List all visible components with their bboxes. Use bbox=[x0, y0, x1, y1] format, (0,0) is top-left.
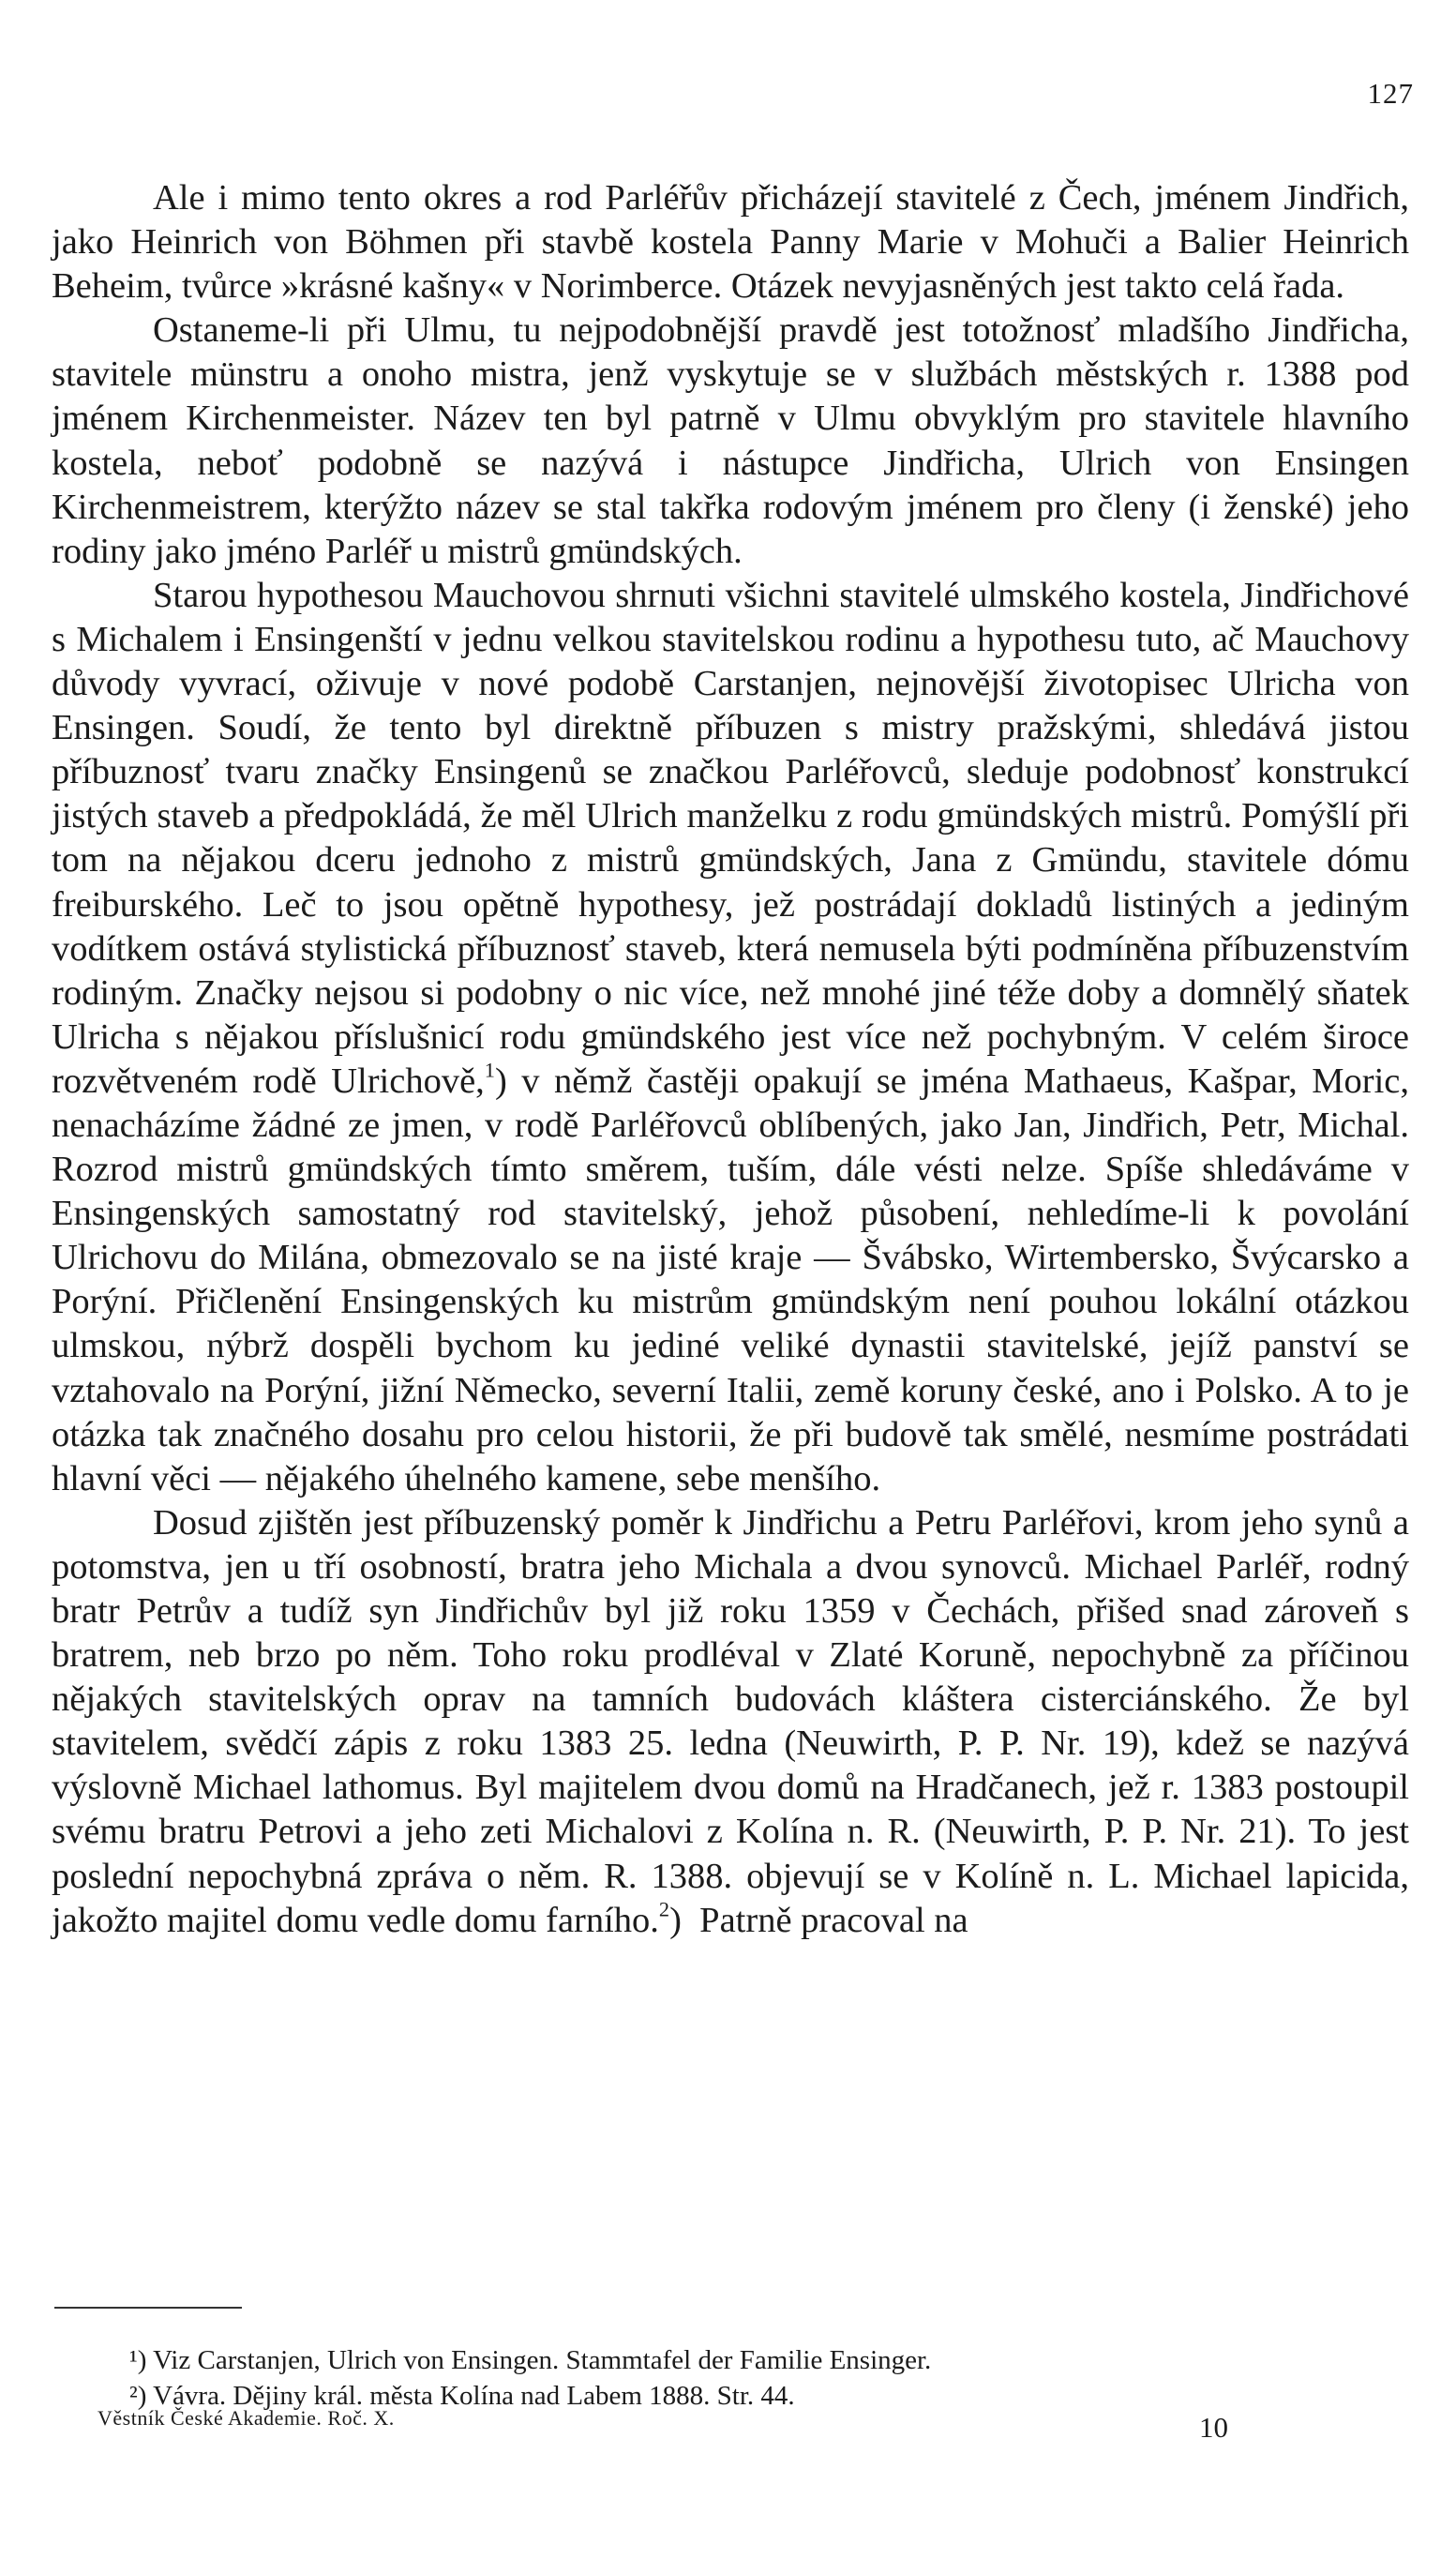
footnote-ref: 1 bbox=[484, 1058, 495, 1082]
footnote-divider bbox=[54, 2307, 242, 2309]
footnote-label: ²) bbox=[129, 2381, 147, 2411]
signature-number: 10 bbox=[1199, 2411, 1228, 2444]
footnote-text: Viz Carstanjen, Ulrich von Ensingen. Stammtafel der Familie Ensinger. bbox=[153, 2345, 932, 2375]
paragraph: Ostaneme-li při Ulmu, tu nejpodobnější pravdě jest totožnosť mladšího Jindřicha, stavitele münstru a onoho mistra, jenž vyskytuje se v službách městských r. 1388 pod jménem Kirchenmeister. Název ten byl patrně v Ulmu obvyklým pro stavitele hlavního kostela, neboť podobně se nazývá i nástupce Jindřicha, Ulrich von Ensingen Kirchenmeistrem, kterýžto název se stal takřka rodovým jménem pro členy (i ženské) jeho rodiny jako jméno Parléř u mistrů gmündských. bbox=[52, 310, 1409, 571]
paragraph-text: Patrně pracoval na bbox=[699, 1900, 968, 1940]
footnote bbox=[129, 2342, 1404, 2378]
paragraph: Dosud zjištěn jest příbuzenský poměr k Jindřichu a Petru Parléřovi, krom jeho synů a potomstva, jen u tří osobností, bratra jeho Michala a dvou synovců. Michael Parléř, rodný bratr Petrův a tudíž syn Jindřichův byl již roku 1359 v Čechách, přišed snad zároveň s bratrem, neb brzo po něm. Toho roku prodléval v Zlaté Koruně, nepochybně za příčinou nějakých stavitelských oprav na tamních budovách kláštera cisterciánského. Že byl stavitelem, svědčí zápis z roku 1383 25. ledna (Neuwirth, P. P. Nr. 19), kdež se nazývá výslovně Michael lathomus. Byl majitelem dvou domů na Hradčanech, jež r. 1383 postoupil svému bratru Petrovi a jeho zeti Michalovi z Kolína n. R. (Neuwirth, P. P. Nr. 21). To jest poslední nepochybná zpráva o něm. R. 1388. objevují se v Kolíně n. L. Michael lapicida, jakožto majitel domu vedle domu farního.$^2$) Patrně pracoval na bbox=[52, 1502, 1409, 1940]
paragraph: Starou hypothesou Mauchovou shrnuti všichni stavitelé ulmského kostela, Jindřichové s Michalem i Ensingenští v jednu velkou stavitelskou rodinu a hypothesu tuto, ač Mauchovy důvody vyvrací, oživuje v nové podobě Carstanjen, nejnovější životopisec Ulricha von Ensingen. Soudí, že tento byl direktně příbuzen s mistry pražskými, shledává jistou příbuznosť tvaru značky Ensingenů se značkou Parléřovců, sleduje podobnosť konstrukcí jistých staveb a předpokládá, že měl Ulrich manželku z rodu gmündských mistrů. Pomýšlí při tom na nějakou dceru jednoho z mistrů gmündských, Jana z Gmündu, stavitele dómu freiburského. Leč to jsou opětně hypothesy, jež postrádají dokladů listiných a jediným vodítkem ostává stylistická příbuznosť staveb, která nemusela býti podmíněna příbuzenstvím rodiným. Značky nejsou si podobny o nic více, než mnohé jiné téže doby a domnělý sňatek Ulricha s nějakou příslušnicí rodu gmündského jest více než pochybným. V celém široce rozvětveném rodě Ulrichově,$^1$) v němž častěji opakují se jména Mathaeus, Kašpar, Moric, nenacházíme žádné ze jmen, v rodě Parléřovců oblíbených, jako Jan, Jindřich, Petr, Michal. Rozrod mistrů gmündských tímto směrem, tuším, dále vésti nelze. Spíše shledáváme v Ensingenských samostatný rod stavitelský, jehož působení, nehledíme-li k povolání Ulrichovu do Milána, obmezovalo se na jisté kraje — Švábsko, Wirtembersko, Švýcarsko a Porýní. Přičlenění Ensingenských ku mistrům gmündským není pouhou lokální otázkou ulmskou, nýbrž dospěli bychom ku jediné veliké dynastii stavitelské, jejíž panství se vztahovalo na Porýní, jižní Německo, severní Italii, země koruny české, ano i Polsko. A to je otázka tak značného dosahu pro celou historii, že při budově tak smělé, nesmíme postrádati hlavní věci — nějakého úhelného kamene, sebe menšího. bbox=[52, 575, 1409, 1498]
journal-signature: Věstník České Akademie. Roč. X. bbox=[98, 2406, 395, 2430]
footnote-text: Vávra. Dějiny král. města Kolína nad Labem 1888. Str. 44. bbox=[153, 2381, 795, 2411]
footnotes bbox=[129, 2342, 1404, 2414]
page-number: 127 bbox=[1367, 77, 1414, 110]
body-text bbox=[52, 176, 1409, 1943]
footnote-label: ¹) bbox=[129, 2345, 147, 2375]
paragraph-text: v němž častěji opakují se jména Mathaeus, Kašpar, Moric, nenacházíme žádné ze jmen, v rodě Parléřovců oblíbených, jako Jan, Jindřich, Petr, Michal. Rozrod mistrů gmündských tímto směrem, tuším, dále vésti nelze. Spíše shledáváme v Ensingenských samostatný rod stavitelský, jehož působení, nehledíme-li k povolání Ulrichovu do Milána, obmezovalo se na jisté kraje — Švábsko, Wirtembersko, Švýcarsko a Porýní. Přičlenění Ensingenských ku mistrům gmündským není pouhou lokální otázkou ulmskou, nýbrž dospěli bychom ku jediné veliké dynastii stavitelské, jejíž panství se vztahovalo na Porýní, jižní Německo, severní Italii, země koruny české, ano i Polsko. A to je otázka tak značného dosahu pro celou historii, že při budově tak smělé, nesmíme postrádati hlavní věci — nějakého úhelného kamene, sebe menšího. bbox=[52, 1061, 1409, 1498]
paragraph: Ale i mimo tento okres a rod Parléřův přicházejí stavitelé z Čech, jménem Jindřich, jako Heinrich von Böhmen při stavbě kostela Panny Marie v Mohuči a Balier Heinrich Beheim, tvůrce »krásné kašny« v Norimberce. Otázek nevyjasněných jest takto celá řada. bbox=[52, 178, 1409, 307]
footnote-ref: 2 bbox=[658, 1896, 670, 1920]
paragraph-text: Starou hypothesou Mauchovou shrnuti všichni stavitelé ulmského kostela, Jindřichové s Michalem i Ensingenští v jednu velkou stavitelskou rodinu a hypothesu tuto, ač Mauchovy důvody vyvrací, oživuje v nové podobě Carstanjen, nejnovější životopisec Ulricha von Ensingen. Soudí, že tento byl direktně příbuzen s mistry pražskými, shledává jistou příbuznosť tvaru značky Ensingenů se značkou Parléřovců, sleduje podobnosť konstrukcí jistých staveb a předpokládá, že měl Ulrich manželku z rodu gmündských mistrů. Pomýšlí při tom na nějakou dceru jednoho z mistrů gmündských, Jana z Gmündu, stavitele dómu freiburského. Leč to jsou opětně hypothesy, jež postrádají dokladů listiných a jediným vodítkem ostává stylistická příbuznosť staveb, která nemusela býti podmíněna příbuzenstvím rodiným. Značky nejsou si podobny o nic více, než mnohé jiné téže doby a domnělý sňatek Ulricha s nějakou příslušnicí rodu gmündského jest více než pochybným. V celém široce rozvětveném rodě Ulrichově, bbox=[52, 575, 1409, 1101]
paragraph-text: Dosud zjištěn jest příbuzenský poměr k Jindřichu a Petru Parléřovi, krom jeho synů a potomstva, jen u tří osobností, bratra jeho Michala a dvou synovců. Michael Parléř, rodný bratr Petrův a tudíž syn Jindřichův byl již roku 1359 v Čechách, přišed snad zároveň s bratrem, neb brzo po něm. Toho roku prodléval v Zlaté Koruně, nepochybně za příčinou nějakých stavitelských oprav na tamních budovách kláštera cisterciánského. Že byl stavitelem, svědčí zápis z roku 1383 25. ledna (Neuwirth, P. P. Nr. 19), kdež se nazývá výslovně Michael lathomus. Byl majitelem dvou domů na Hradčanech, jež r. 1383 postoupil svému bratru Petrovi a jeho zeti Michalovi z Kolína n. R. (Neuwirth, P. P. Nr. 21). To jest poslední nepochybná zpráva o něm. R. 1388. objevují se v Kolíně n. L. Michael lapicida, jakožto majitel domu vedle domu farního. bbox=[52, 1502, 1409, 1940]
